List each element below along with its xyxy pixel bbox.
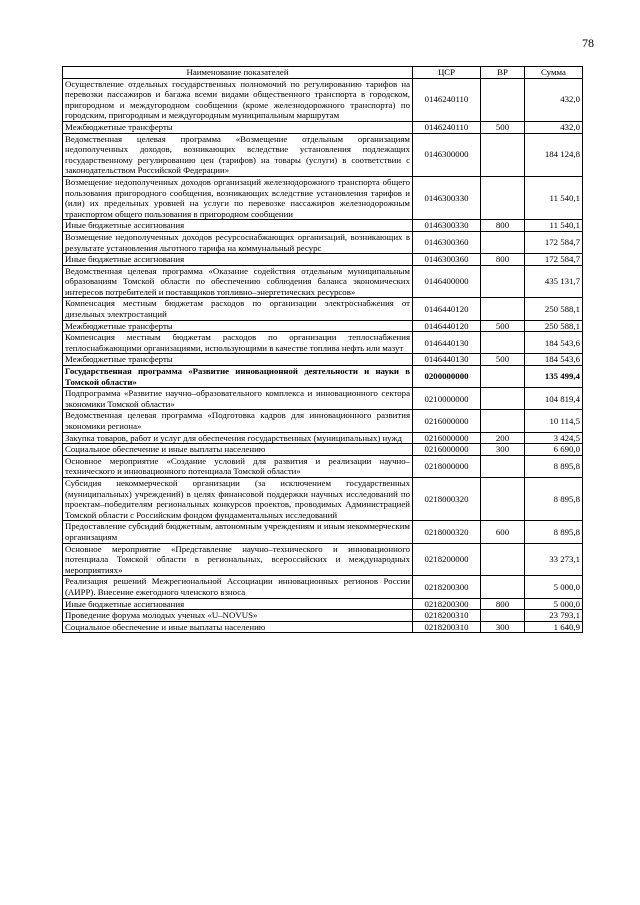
- row-name-cell: Межбюджетные трансферты: [63, 354, 413, 366]
- row-name-cell: Компенсация местным бюджетам расходов по организации электроснабжения от дизельных электростанций: [63, 298, 413, 320]
- row-csr-cell: 0218000320: [413, 521, 481, 543]
- row-sum-cell: 3 424,5: [525, 432, 583, 444]
- row-sum-cell: 250 588,1: [525, 320, 583, 332]
- row-name-cell: Ведомственная целевая программа «Возмещение отдельным организациям недополученных доходов, возникающих вследствие установления подлежащих государственному регулированию цен (тарифов) на товары (услуги) в соответствии с законодательством Российской Федерации»: [63, 133, 413, 176]
- row-sum-cell: 184 124,8: [525, 133, 583, 176]
- row-name-cell: Предоставление субсидий бюджетным, автономным учреждениям и иным некоммерческим организациям: [63, 521, 413, 543]
- row-name-cell: Социальное обеспечение и иные выплаты населению: [63, 621, 413, 633]
- row-vr-cell: [481, 477, 525, 520]
- table-row: [63, 621, 583, 633]
- header-name: Наименование показателей: [63, 67, 413, 79]
- row-vr-cell: [481, 176, 525, 219]
- row-name-cell: Основное мероприятие «Представление научно–технического и инновационного потенциала Томской области в региональных, всероссийских и международных мероприятиях»: [63, 543, 413, 576]
- row-name-cell: Иные бюджетные ассигнования: [63, 598, 413, 610]
- row-name-cell: Осуществление отдельных государственных полномочий по регулированию тарифов на перевозки пассажиров и багажа всеми видами общественного транспорта в городском, пригородном и междугородном сообщении (кроме железнодорожного транспорта) по городским, пригородным и междугородным муниципальным маршрутам: [63, 78, 413, 121]
- row-sum-cell: 104 819,4: [525, 388, 583, 410]
- row-name-cell: Межбюджетные трансферты: [63, 121, 413, 133]
- row-sum-cell: 184 543,6: [525, 332, 583, 354]
- table-row: [63, 576, 583, 598]
- row-csr-cell: 0216000000: [413, 432, 481, 444]
- row-vr-cell: 500: [481, 320, 525, 332]
- table-row: [63, 320, 583, 332]
- row-vr-cell: [481, 231, 525, 253]
- row-vr-cell: 800: [481, 254, 525, 266]
- row-sum-cell: 6 690,0: [525, 444, 583, 456]
- row-csr-cell: 0218200310: [413, 621, 481, 633]
- row-csr-cell: 0146240110: [413, 78, 481, 121]
- table-row: [63, 598, 583, 610]
- row-csr-cell: 0218000320: [413, 477, 481, 520]
- row-sum-cell: 432,0: [525, 121, 583, 133]
- row-vr-cell: [481, 388, 525, 410]
- row-sum-cell: 23 793,1: [525, 610, 583, 622]
- row-vr-cell: 800: [481, 220, 525, 232]
- table-row: [63, 477, 583, 520]
- row-csr-cell: 0146440120: [413, 298, 481, 320]
- row-sum-cell: 8 895,8: [525, 521, 583, 543]
- row-csr-cell: 0146300360: [413, 254, 481, 266]
- row-vr-cell: 200: [481, 432, 525, 444]
- row-sum-cell: 8 895,8: [525, 455, 583, 477]
- table-row: [63, 231, 583, 253]
- row-csr-cell: 0146240110: [413, 121, 481, 133]
- row-csr-cell: 0200000000: [413, 366, 481, 388]
- row-csr-cell: 0218200310: [413, 610, 481, 622]
- row-vr-cell: 500: [481, 354, 525, 366]
- row-csr-cell: 0218000000: [413, 455, 481, 477]
- table-row: [63, 366, 583, 388]
- row-csr-cell: 0146300360: [413, 231, 481, 253]
- row-csr-cell: 0218200300: [413, 598, 481, 610]
- row-vr-cell: [481, 410, 525, 432]
- table-row: [63, 133, 583, 176]
- table-row: [63, 265, 583, 298]
- row-sum-cell: 10 114,5: [525, 410, 583, 432]
- table-row: [63, 220, 583, 232]
- row-name-cell: Компенсация местным бюджетам расходов по организации теплоснабжения теплоснабжающими организациями, использующими в качестве топлива нефть или мазут: [63, 332, 413, 354]
- table-row: [63, 121, 583, 133]
- row-csr-cell: 0146440130: [413, 332, 481, 354]
- row-name-cell: Социальное обеспечение и иные выплаты населению: [63, 444, 413, 456]
- row-vr-cell: [481, 543, 525, 576]
- row-csr-cell: 0146400000: [413, 265, 481, 298]
- row-csr-cell: 0146440120: [413, 320, 481, 332]
- row-vr-cell: [481, 366, 525, 388]
- row-name-cell: Подпрограмма «Развитие научно–образовательного комплекса и инновационного сектора экономики Томской области»: [63, 388, 413, 410]
- table-row: [63, 455, 583, 477]
- row-vr-cell: 800: [481, 598, 525, 610]
- table-row: [63, 410, 583, 432]
- row-name-cell: Проведение форума молодых ученых «U–NOVUS»: [63, 610, 413, 622]
- row-vr-cell: 600: [481, 521, 525, 543]
- header-vr: ВР: [481, 67, 525, 79]
- row-vr-cell: [481, 610, 525, 622]
- row-csr-cell: 0146440130: [413, 354, 481, 366]
- row-name-cell: Возмещение недополученных доходов организаций железнодорожного транспорта общего пользования пригородного сообщения, возникающих вследствие установления тарифов и (или) их предельных уровней на услуги по перевозке пассажиров железнодорожным транспортом общего пользования в пригородном сообщении: [63, 176, 413, 219]
- row-sum-cell: 135 499,4: [525, 366, 583, 388]
- row-sum-cell: 432,0: [525, 78, 583, 121]
- table-row: [63, 610, 583, 622]
- row-name-cell: Ведомственная целевая программа «Подготовка кадров для инновационного развития экономики региона»: [63, 410, 413, 432]
- row-name-cell: Основное мероприятие «Создание условий для развития и реализации научно–технического и инновационного потенциала Томской области»: [63, 455, 413, 477]
- row-sum-cell: 5 000,0: [525, 576, 583, 598]
- table-row: [63, 521, 583, 543]
- row-name-cell: Возмещение недополученных доходов ресурсоснабжающих организаций, возникающих в результате установления льготного тарифа на коммунальный ресурс: [63, 231, 413, 253]
- row-name-cell: Государственная программа «Развитие инновационной деятельности и науки в Томской области»: [63, 366, 413, 388]
- table-row: [63, 444, 583, 456]
- table-row: [63, 78, 583, 121]
- row-vr-cell: 500: [481, 121, 525, 133]
- budget-table: [62, 66, 583, 633]
- row-vr-cell: [481, 455, 525, 477]
- row-name-cell: Субсидия некоммерческой организации (за исключением государственных (муниципальных) учреждений) в целях финансовой поддержки научных исследований по проектам–победителям региональных конкурсов проектов, проводимых Администрацией Томской области с Российским фондом фундаментальных исследований: [63, 477, 413, 520]
- table-row: [63, 332, 583, 354]
- row-sum-cell: 11 540,1: [525, 220, 583, 232]
- row-csr-cell: 0218200000: [413, 543, 481, 576]
- header-sum: Сумма: [525, 67, 583, 79]
- row-vr-cell: [481, 78, 525, 121]
- row-sum-cell: 435 131,7: [525, 265, 583, 298]
- row-vr-cell: [481, 265, 525, 298]
- table-row: [63, 354, 583, 366]
- row-sum-cell: 172 584,7: [525, 231, 583, 253]
- row-vr-cell: 300: [481, 444, 525, 456]
- row-sum-cell: 8 895,8: [525, 477, 583, 520]
- table-row: [63, 543, 583, 576]
- row-sum-cell: 250 588,1: [525, 298, 583, 320]
- header-csr: ЦСР: [413, 67, 481, 79]
- table-row: [63, 176, 583, 219]
- row-sum-cell: 33 273,1: [525, 543, 583, 576]
- row-sum-cell: 172 584,7: [525, 254, 583, 266]
- row-vr-cell: [481, 298, 525, 320]
- row-vr-cell: [481, 332, 525, 354]
- row-name-cell: Иные бюджетные ассигнования: [63, 220, 413, 232]
- table-header-row: [63, 67, 583, 79]
- row-name-cell: Ведомственная целевая программа «Оказание содействия отдельным муниципальным образованиям Томской области по обеспечению соблюдения баланса экономических интересов потребителей и поставщиков топливно–энергетических ресурсов»: [63, 265, 413, 298]
- table-row: [63, 388, 583, 410]
- row-csr-cell: 0210000000: [413, 388, 481, 410]
- row-csr-cell: 0146300330: [413, 220, 481, 232]
- row-sum-cell: 1 640,9: [525, 621, 583, 633]
- row-sum-cell: 11 540,1: [525, 176, 583, 219]
- row-sum-cell: 184 543,6: [525, 354, 583, 366]
- table-row: [63, 254, 583, 266]
- row-sum-cell: 5 000,0: [525, 598, 583, 610]
- row-name-cell: Иные бюджетные ассигнования: [63, 254, 413, 266]
- row-name-cell: Закупка товаров, работ и услуг для обеспечения государственных (муниципальных) нужд: [63, 432, 413, 444]
- row-vr-cell: [481, 133, 525, 176]
- row-name-cell: Межбюджетные трансферты: [63, 320, 413, 332]
- row-vr-cell: [481, 576, 525, 598]
- row-name-cell: Реализация решений Межрегиональной Ассоциации инновационных регионов России (АИРР). Внесение ежегодного членского взноса: [63, 576, 413, 598]
- row-csr-cell: 0216000000: [413, 410, 481, 432]
- row-csr-cell: 0146300330: [413, 176, 481, 219]
- table-row: [63, 432, 583, 444]
- row-csr-cell: 0146300000: [413, 133, 481, 176]
- row-vr-cell: 300: [481, 621, 525, 633]
- row-csr-cell: 0218200300: [413, 576, 481, 598]
- row-csr-cell: 0216000000: [413, 444, 481, 456]
- page-number: 78: [582, 36, 594, 50]
- table-row: [63, 298, 583, 320]
